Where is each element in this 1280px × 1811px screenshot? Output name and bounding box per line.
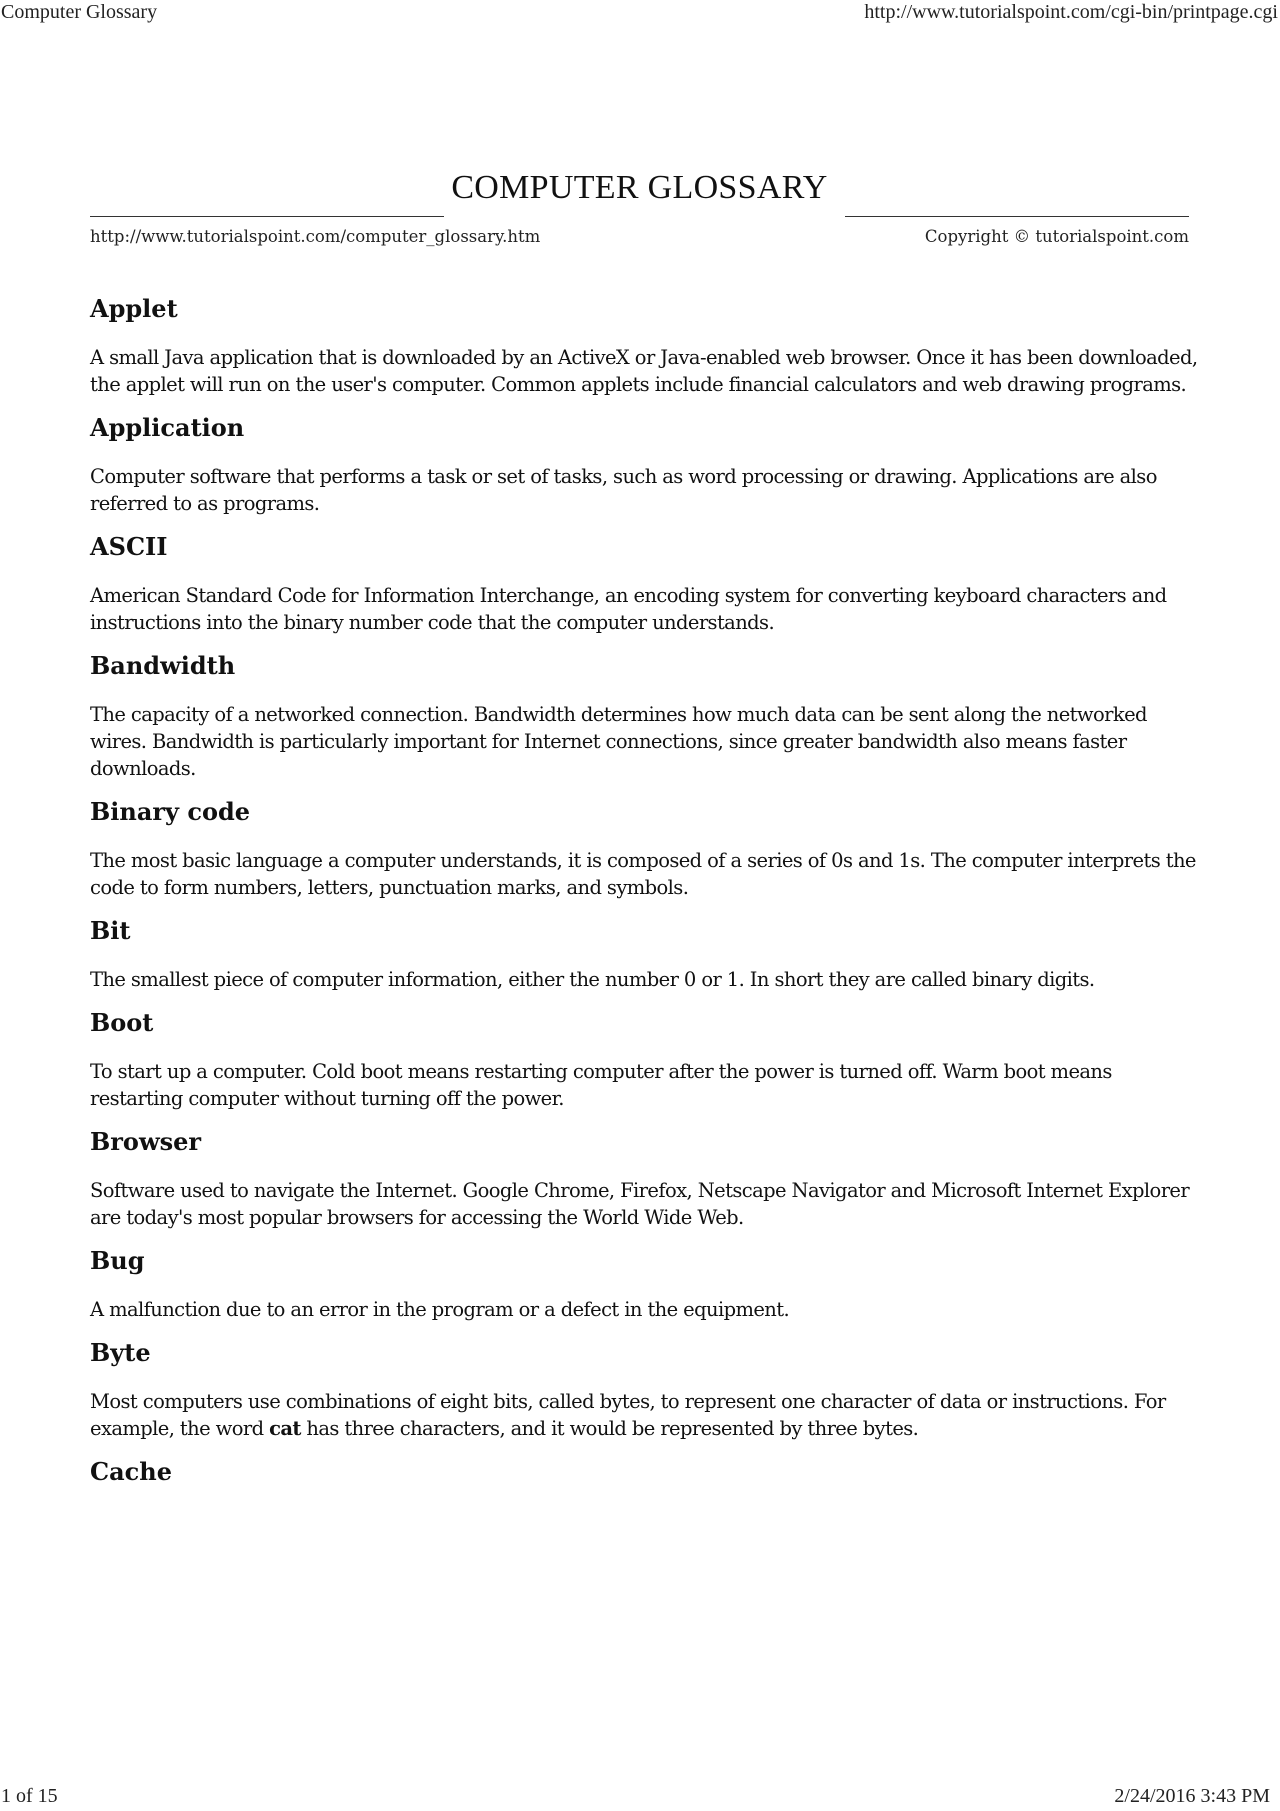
definition-browser: Software used to navigate the Internet. Google Chrome, Firefox, Netscape Navigator and Microsoft Internet Explorer are today's most popular browsers for accessing the World Wide Web.	[90, 1179, 1190, 1229]
source-url: http://www.tutorialspoint.com/computer_glossary.htm	[90, 227, 541, 246]
definition-byte	[90, 1388, 1200, 1442]
definition-byte-bold-word: cat	[269, 1417, 301, 1440]
term-bug: Bug	[90, 1246, 145, 1275]
glossary-content	[90, 294, 1200, 1487]
page-title: COMPUTER GLOSSARY	[451, 169, 828, 206]
term-applet: Applet	[90, 294, 178, 323]
page-number: 1 of 15	[1, 1785, 58, 1807]
definition-bug: A malfunction due to an error in the program or a defect in the equipment.	[90, 1298, 790, 1321]
copyright-notice: Copyright © tutorialspoint.com	[924, 227, 1189, 246]
term-boot: Boot	[90, 1008, 154, 1037]
term-byte: Byte	[90, 1338, 151, 1367]
definition-bit: The smallest piece of computer information, either the number 0 or 1. In short they are called binary digits.	[90, 968, 1095, 991]
definition-ascii: American Standard Code for Information Interchange, an encoding system for converting keyboard characters and instructions into the binary number code that the computer understands.	[90, 584, 1167, 634]
definition-applet: A small Java application that is downloaded by an ActiveX or Java-enabled web browser. Once it has been downloaded, the applet will run on the user's computer. Common applets include financial calculators and web drawing programs.	[90, 346, 1198, 396]
term-bit: Bit	[90, 916, 131, 945]
term-binary-code: Binary code	[90, 797, 251, 826]
title-rule-right	[845, 216, 1189, 217]
title-band	[90, 165, 1189, 225]
print-header-url: http://www.tutorialspoint.com/cgi-bin/printpage.cgi	[864, 1, 1278, 23]
term-browser: Browser	[90, 1127, 202, 1156]
definition-bandwidth: The capacity of a networked connection. Bandwidth determines how much data can be sent along the networked wires. Bandwidth is particularly important for Internet connections, since greater bandwidth also means faster downloads.	[90, 703, 1147, 780]
definition-byte-part-2: has three characters, and it would be represented by three bytes.	[300, 1417, 919, 1440]
term-ascii: ASCII	[90, 532, 168, 561]
term-bandwidth: Bandwidth	[90, 651, 236, 680]
definition-application: Computer software that performs a task or set of tasks, such as word processing or drawing. Applications are also referred to as programs.	[90, 465, 1157, 515]
term-application: Application	[90, 413, 245, 442]
definition-boot: To start up a computer. Cold boot means restarting computer after the power is turned off. Warm boot means restarting computer without turning off the power.	[90, 1060, 1112, 1110]
definition-binary-code: The most basic language a computer understands, it is composed of a series of 0s and 1s. The computer interprets the code to form numbers, letters, punctuation marks, and symbols.	[90, 849, 1196, 899]
print-header-title: Computer Glossary	[1, 1, 158, 23]
title-rule-left	[90, 216, 444, 217]
definition-byte-part-1: Most computers use combinations of eight bits, called bytes, to represent one character of data or instructions. For example, the word	[90, 1390, 1166, 1440]
print-datetime: 2/24/2016 3:43 PM	[1114, 1785, 1270, 1807]
term-cache: Cache	[90, 1457, 172, 1486]
